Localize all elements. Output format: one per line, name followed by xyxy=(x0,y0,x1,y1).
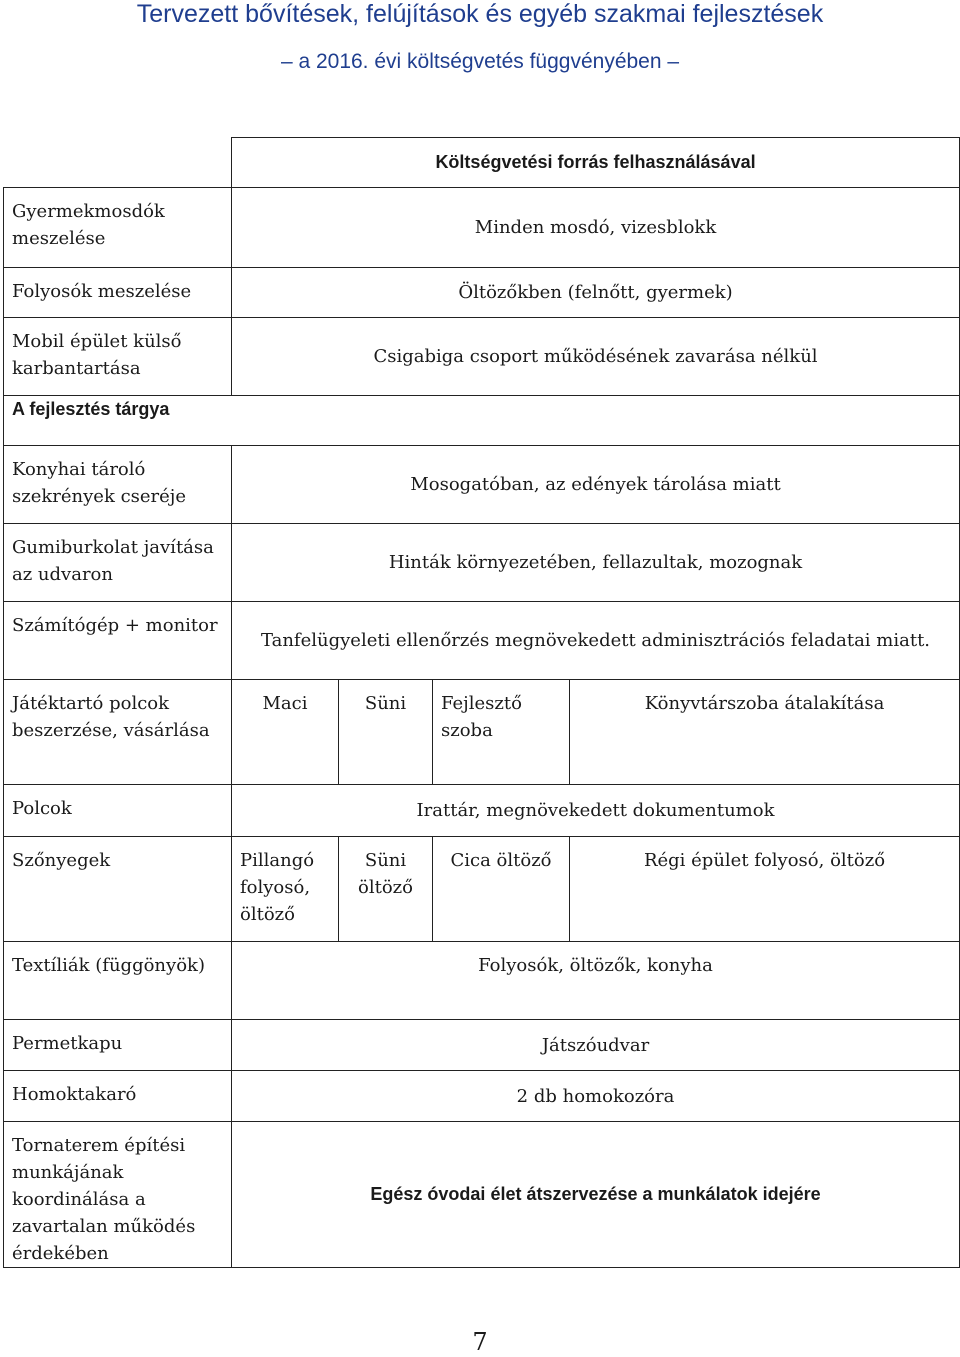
table-row xyxy=(4,268,960,318)
description-cell: Játszóudvar xyxy=(232,1020,960,1071)
table-row xyxy=(4,785,960,837)
description-cell: Minden mosdó, vizesblokk xyxy=(232,188,960,268)
section-label: A fejlesztés tárgya xyxy=(4,396,960,446)
table-row xyxy=(4,1122,960,1268)
item-cell: Gyermekmosdók meszelése xyxy=(4,188,232,268)
description-cell: Egész óvodai élet átszervezése a munkálatok idejére xyxy=(232,1122,960,1268)
location-cell: Cica öltöző xyxy=(433,837,570,942)
description-cell: Öltözőkben (felnőtt, gyermek) xyxy=(232,268,960,318)
item-cell: Számítógép + monitor xyxy=(4,602,232,680)
description-cell: 2 db homokozóra xyxy=(232,1071,960,1122)
item-cell: Polcok xyxy=(4,785,232,837)
description-cell: Irattár, megnövekedett dokumentumok xyxy=(232,785,960,837)
room-cell: Fejlesztő szoba xyxy=(433,680,570,785)
table-row xyxy=(4,942,960,1020)
table-row xyxy=(4,188,960,268)
item-cell: Mobil épület külső karbantartása xyxy=(4,318,232,396)
item-cell: Gumiburkolat javítása az udvaron xyxy=(4,524,232,602)
description-cell: Hinták környezetében, fellazultak, mozognak xyxy=(232,524,960,602)
location-cell: Régi épület folyosó, öltöző xyxy=(570,837,960,942)
item-cell: Játéktartó polcok beszerzése, vásárlása xyxy=(4,680,232,785)
section-row xyxy=(4,396,960,446)
funding-source-header: Költségvetési forrás felhasználásával xyxy=(232,138,960,188)
table-header-row xyxy=(4,138,960,188)
description-cell: Tanfelügyeleti ellenőrzés megnövekedett adminisztrációs feladatai miatt. xyxy=(232,602,960,680)
document-title: Tervezett bővítések, felújítások és egyéb szakmai fejlesztések xyxy=(136,0,824,28)
table-row xyxy=(4,1020,960,1071)
item-cell: Folyosók meszelése xyxy=(4,268,232,318)
description-cell: Folyosók, öltözők, konyha xyxy=(232,942,960,1020)
description-cell: Csigabiga csoport működésének zavarása nélkül xyxy=(232,318,960,396)
table-row xyxy=(4,602,960,680)
item-cell: Konyhai tároló szekrények cseréje xyxy=(4,446,232,524)
item-cell: Szőnyegek xyxy=(4,837,232,942)
table-row xyxy=(4,680,960,785)
location-cell: Süni öltöző xyxy=(339,837,433,942)
table-row xyxy=(4,446,960,524)
group-cell: Maci xyxy=(232,680,339,785)
document-subtitle: – a 2016. évi költségvetés függvényében – xyxy=(280,50,680,73)
table-row xyxy=(4,318,960,396)
group-cell: Süni xyxy=(339,680,433,785)
description-cell: Könyvtárszoba átalakítása xyxy=(570,680,960,785)
item-cell: Tornaterem építési munkájának koordinálása a zavartalan működés érdekében xyxy=(4,1122,232,1268)
table-row xyxy=(4,1071,960,1122)
table-row xyxy=(4,837,960,942)
item-cell: Permetkapu xyxy=(4,1020,232,1071)
location-cell: Pillangó folyosó, öltöző xyxy=(232,837,339,942)
item-cell: Homoktakaró xyxy=(4,1071,232,1122)
development-plan-table xyxy=(3,137,960,1268)
item-cell: Textíliák (függönyök) xyxy=(4,942,232,1020)
page-number: 7 xyxy=(472,1328,488,1356)
description-cell: Mosogatóban, az edények tárolása miatt xyxy=(232,446,960,524)
table-row xyxy=(4,524,960,602)
